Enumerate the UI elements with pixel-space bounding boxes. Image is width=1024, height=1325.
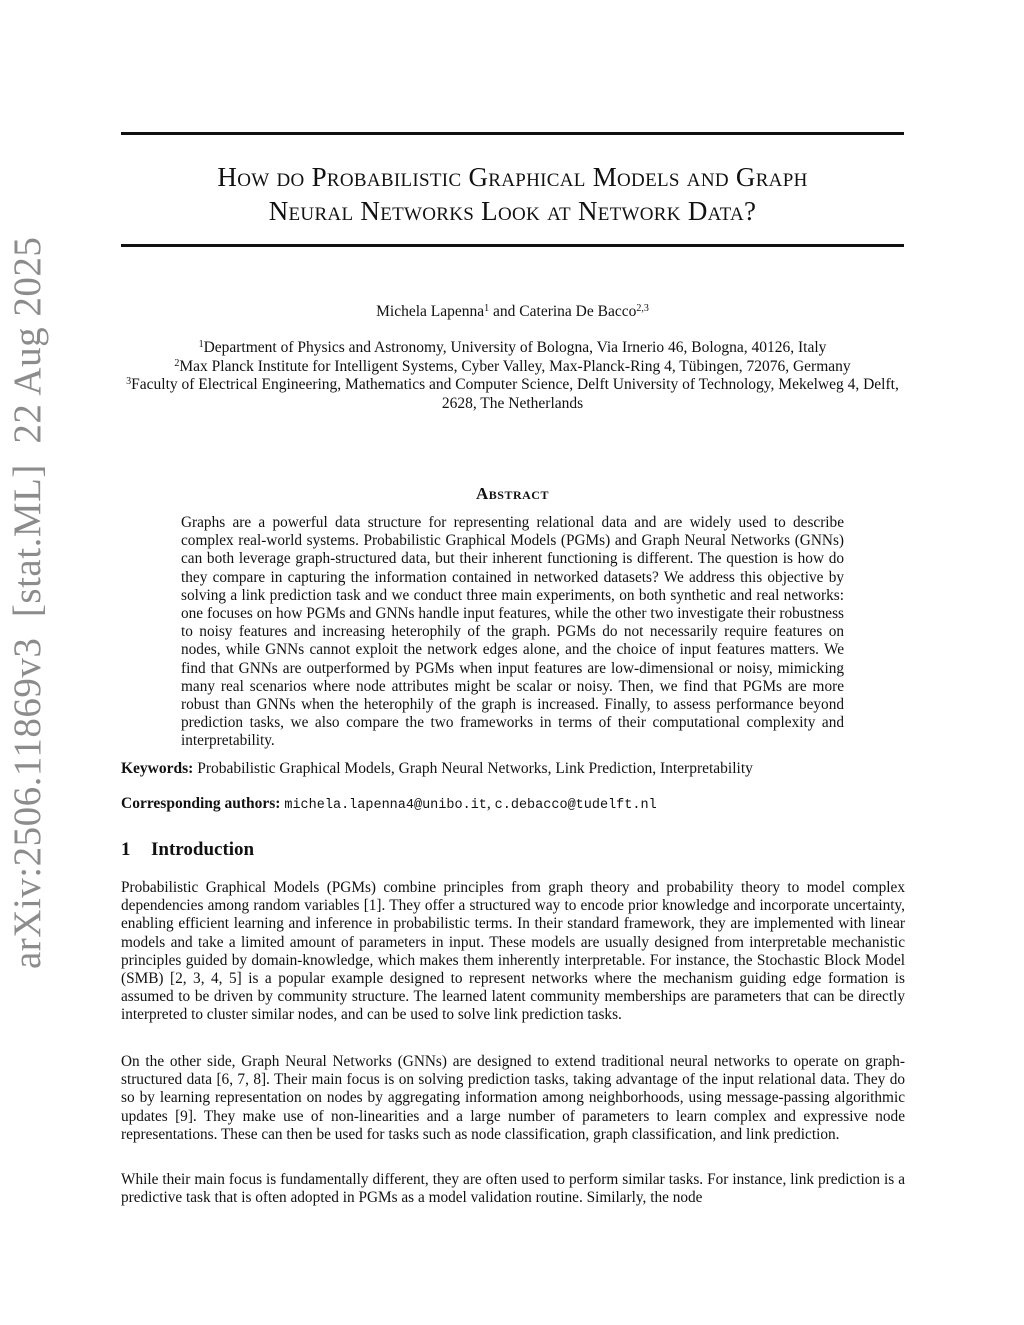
- section-number: 1: [121, 839, 131, 860]
- affiliation-mark: 2: [174, 357, 180, 369]
- affiliation-mark: 3: [126, 376, 132, 387]
- title-bottom-rule: [121, 244, 904, 247]
- affiliation-text: Max Planck Institute for Intelligent Systems, Cyber Valley, Max-Planck-Ring 4, Tübingen, 72076, Germany: [179, 357, 851, 375]
- email-link[interactable]: c.debacco@tudelft.nl: [494, 798, 657, 813]
- author-affiliation-mark: 2,3: [636, 303, 649, 314]
- section-title: Introduction: [151, 839, 255, 860]
- abstract-text: Graphs are a powerful data structure for representing relational data and are widely used to describe complex real-world systems. Probabilistic Graphical Models (PGMs) and Graph Neural Networks (GNNs) can both leverage graph-structured data, but their inherent functioning is different. The question is how do they compare in capturing the information contained in networked datasets? We address this objective by solving a link prediction task and we conduct three main experiments, on both synthetic and real networks: one focuses on how PGMs and GNNs handle input features, while the other two investigate their robustness to noisy features and increasing heterophily of the graph. PGMs do not necessarily require features on nodes, while GNNs cannot exploit the network edges alone, and the choice of input features matters. We find that GNNs are outperformed by PGMs when input features are low-dimensional or noisy, mimicking many real scenarios where node attributes might be scalar or noisy. Then, we find that PGMs are more robust than GNNs when the heterophily of the graph is increased. Finally, to assess performance beyond prediction tasks, we also compare the two frameworks in terms of their computational complexity and interpretability.: [181, 514, 844, 750]
- affiliation-mark: 1: [198, 339, 204, 350]
- affiliation-text: Faculty of Electrical Engineering, Mathematics and Computer Science, Delft University of Technology, Mekelweg 4, Delft, 2628, The Netherlands: [131, 376, 899, 412]
- title-top-rule: [121, 132, 904, 135]
- keywords-text: Probabilistic Graphical Models, Graph Neural Networks, Link Prediction, Interpretability: [193, 760, 753, 777]
- abstract-heading: Abstract: [476, 484, 549, 503]
- section-heading: [121, 839, 254, 861]
- affiliation-item: [110, 339, 915, 358]
- paper-title-line-2: Neural Networks Look at Network Data?: [268, 196, 757, 226]
- author-name: Michela Lapenna: [376, 303, 485, 320]
- paper-title: [121, 160, 904, 228]
- corresponding-authors-label: Corresponding authors:: [121, 795, 281, 812]
- body-paragraph: Probabilistic Graphical Models (PGMs) combine principles from graph theory and probability theory to model complex dependencies among random variables [1]. They offer a structured way to encode prior knowledge and incorporate uncertainty, enabling efficient learning and inference in probabilistic terms. In their standard framework, they are implemented with linear models and take a limited amount of parameters in input. These models are usually designed from interpretable mechanistic principles guided by domain-knowledge, which makes them inherently interpretable. For instance, the Stochastic Block Model (SMB) [2, 3, 4, 5] is a popular example designed to represent networks where the mechanism guiding edge formation is assumed to be driven by community structure. The learned latent community memberships are parameters that can be directly interpreted to cluster similar nodes, and can be used to solve link prediction tasks.: [121, 879, 905, 1024]
- body-paragraph: On the other side, Graph Neural Networks (GNNs) are designed to extend traditional neural networks to operate on graph-structured data [6, 7, 8]. Their main focus is on solving prediction tasks, taking advantage of the input relational data. They do so by learning representation on nodes by aggregating information among neighborhoods, using message-passing algorithmic updates [9]. They make use of non-linearities and a large number of parameters to learn complex and expressive node representations. These can then be used for tasks such as node classification, graph classification, and link prediction.: [121, 1053, 905, 1143]
- paper-title-line-1: How do Probabilistic Graphical Models and Graph: [217, 162, 808, 192]
- affiliation-list: [110, 339, 915, 413]
- email-separator: ,: [486, 795, 495, 812]
- corresponding-authors-line: [121, 795, 904, 813]
- affiliation-item: [110, 358, 915, 377]
- arxiv-identifier-stamp: arXiv:2506.11869v3 [stat.ML] 22 Aug 2025: [6, 236, 49, 969]
- keywords-label: Keywords:: [121, 760, 194, 777]
- author-affiliation-mark: 1: [484, 303, 490, 314]
- author-list: [121, 303, 904, 321]
- keywords-line: [121, 760, 904, 778]
- affiliation-item: [110, 376, 915, 413]
- body-paragraph: While their main focus is fundamentally different, they are often used to perform similar tasks. For instance, link prediction is a predictive task that is often adopted in PGMs as a model validation routine. Similarly, the node: [121, 1171, 905, 1207]
- affiliation-text: Department of Physics and Astronomy, University of Bologna, Via Irnerio 46, Bologna, 40126, Italy: [203, 339, 827, 356]
- author-connector: and: [489, 303, 520, 320]
- email-link[interactable]: michela.lapenna4@unibo.it: [284, 798, 487, 813]
- author-name: Caterina De Bacco: [519, 303, 637, 320]
